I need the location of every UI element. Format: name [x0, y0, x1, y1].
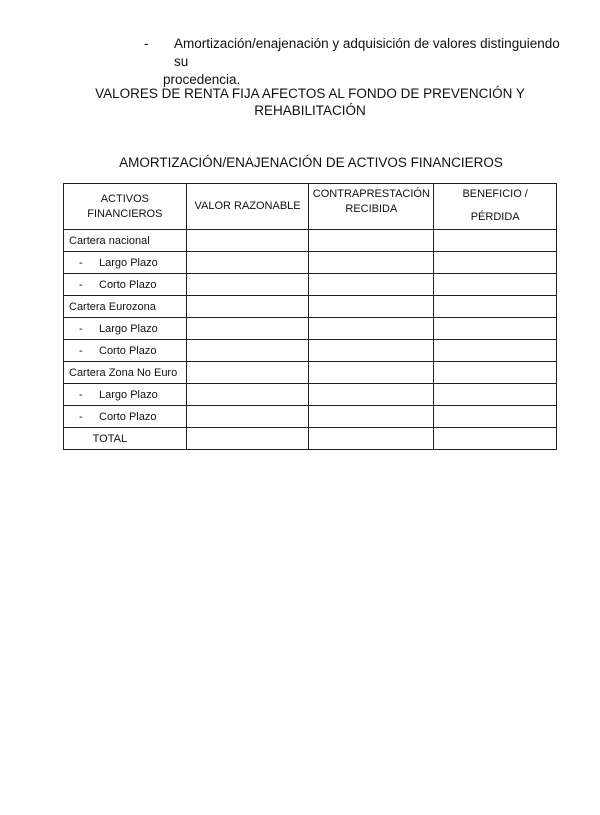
- row-dash: -: [79, 344, 83, 357]
- row-label-text: Corto Plazo: [99, 278, 157, 291]
- table-row: [64, 230, 557, 252]
- cell-contra[interactable]: [309, 318, 434, 340]
- row-label-text: Largo Plazo: [99, 322, 158, 335]
- cell-benef[interactable]: [434, 406, 557, 428]
- cell-benef[interactable]: [434, 296, 557, 318]
- row-label: Cartera Eurozona: [64, 296, 187, 318]
- table-row: [64, 406, 557, 428]
- cell-contra[interactable]: [309, 296, 434, 318]
- table-row: [64, 362, 557, 384]
- row-dash: -: [79, 388, 83, 401]
- cell-benef[interactable]: [434, 318, 557, 340]
- row-label: [64, 384, 187, 406]
- cell-valor[interactable]: [186, 230, 309, 252]
- row-dash: -: [79, 322, 83, 335]
- table-row: [64, 318, 557, 340]
- header-beneficio-perdida: [434, 184, 557, 230]
- section-heading-line2: REHABILITACIÓN: [254, 103, 366, 118]
- section-heading-line1: VALORES DE RENTA FIJA AFECTOS AL FONDO DE PREVENCIÓN Y: [95, 86, 525, 101]
- cell-contra[interactable]: [309, 340, 434, 362]
- cell-contra[interactable]: [309, 230, 434, 252]
- table-title: AMORTIZACIÓN/ENAJENACIÓN DE ACTIVOS FINANCIEROS: [119, 155, 503, 170]
- cell-benef[interactable]: [434, 274, 557, 296]
- table-row: [64, 274, 557, 296]
- cell-contra[interactable]: [309, 406, 434, 428]
- cell-contra[interactable]: [309, 428, 434, 450]
- table-row: [64, 252, 557, 274]
- cell-contra[interactable]: [309, 252, 434, 274]
- cell-benef[interactable]: [434, 428, 557, 450]
- cell-benef[interactable]: [434, 230, 557, 252]
- row-dash: -: [79, 410, 83, 423]
- bullet-text-line2: procedencia.: [163, 72, 241, 87]
- row-label: [64, 318, 187, 340]
- cell-benef[interactable]: [434, 340, 557, 362]
- row-label: [64, 274, 187, 296]
- row-label-text: Largo Plazo: [99, 256, 158, 269]
- header-activos-line1: ACTIVOS: [100, 192, 149, 205]
- cell-valor[interactable]: [186, 340, 309, 362]
- cell-valor[interactable]: [186, 252, 309, 274]
- row-label-text: Corto Plazo: [99, 344, 157, 357]
- header-activos: [64, 184, 187, 230]
- table-row-total: [64, 428, 557, 450]
- table-header-row: [64, 184, 557, 230]
- cell-contra[interactable]: [309, 362, 434, 384]
- header-contra-line2: RECIBIDA: [345, 203, 398, 215]
- cell-benef[interactable]: [434, 384, 557, 406]
- bullet-item: [144, 35, 564, 89]
- row-label: [64, 340, 187, 362]
- row-label: [64, 252, 187, 274]
- row-label: Cartera nacional: [64, 230, 187, 252]
- row-label-total: TOTAL: [64, 428, 187, 450]
- section-heading: [60, 85, 560, 119]
- cell-valor[interactable]: [186, 274, 309, 296]
- row-label-text: Corto Plazo: [99, 410, 157, 423]
- row-label: Cartera Zona No Euro: [64, 362, 187, 384]
- cell-benef[interactable]: [434, 252, 557, 274]
- header-valor-razonable: [186, 184, 309, 230]
- cell-valor[interactable]: [186, 428, 309, 450]
- bullet-dash: -: [144, 36, 149, 51]
- cell-valor[interactable]: [186, 318, 309, 340]
- cell-valor[interactable]: [186, 384, 309, 406]
- cell-valor[interactable]: [186, 296, 309, 318]
- row-label: [64, 406, 187, 428]
- cell-contra[interactable]: [309, 384, 434, 406]
- row-dash: -: [79, 256, 83, 269]
- financial-assets-table: [63, 183, 557, 450]
- header-valor-text: VALOR RAZONABLE: [194, 200, 301, 212]
- row-dash: -: [79, 278, 83, 291]
- cell-valor[interactable]: [186, 406, 309, 428]
- header-contraprestacion: [309, 184, 434, 230]
- cell-valor[interactable]: [186, 362, 309, 384]
- header-activos-line2: FINANCIEROS: [87, 207, 163, 220]
- table-row: [64, 296, 557, 318]
- cell-benef[interactable]: [434, 362, 557, 384]
- cell-contra[interactable]: [309, 274, 434, 296]
- bullet-text-line1: Amortización/enajenación y adquisición de valores distinguiendo su: [174, 36, 560, 69]
- header-contra-line1: CONTRAPRESTACIÓN: [312, 188, 430, 200]
- row-label-text: Largo Plazo: [99, 388, 158, 401]
- header-benef-line2: PÉRDIDA: [470, 211, 520, 223]
- header-benef-line1: BENEFICIO /: [462, 188, 528, 200]
- table-row: [64, 384, 557, 406]
- table-row: [64, 340, 557, 362]
